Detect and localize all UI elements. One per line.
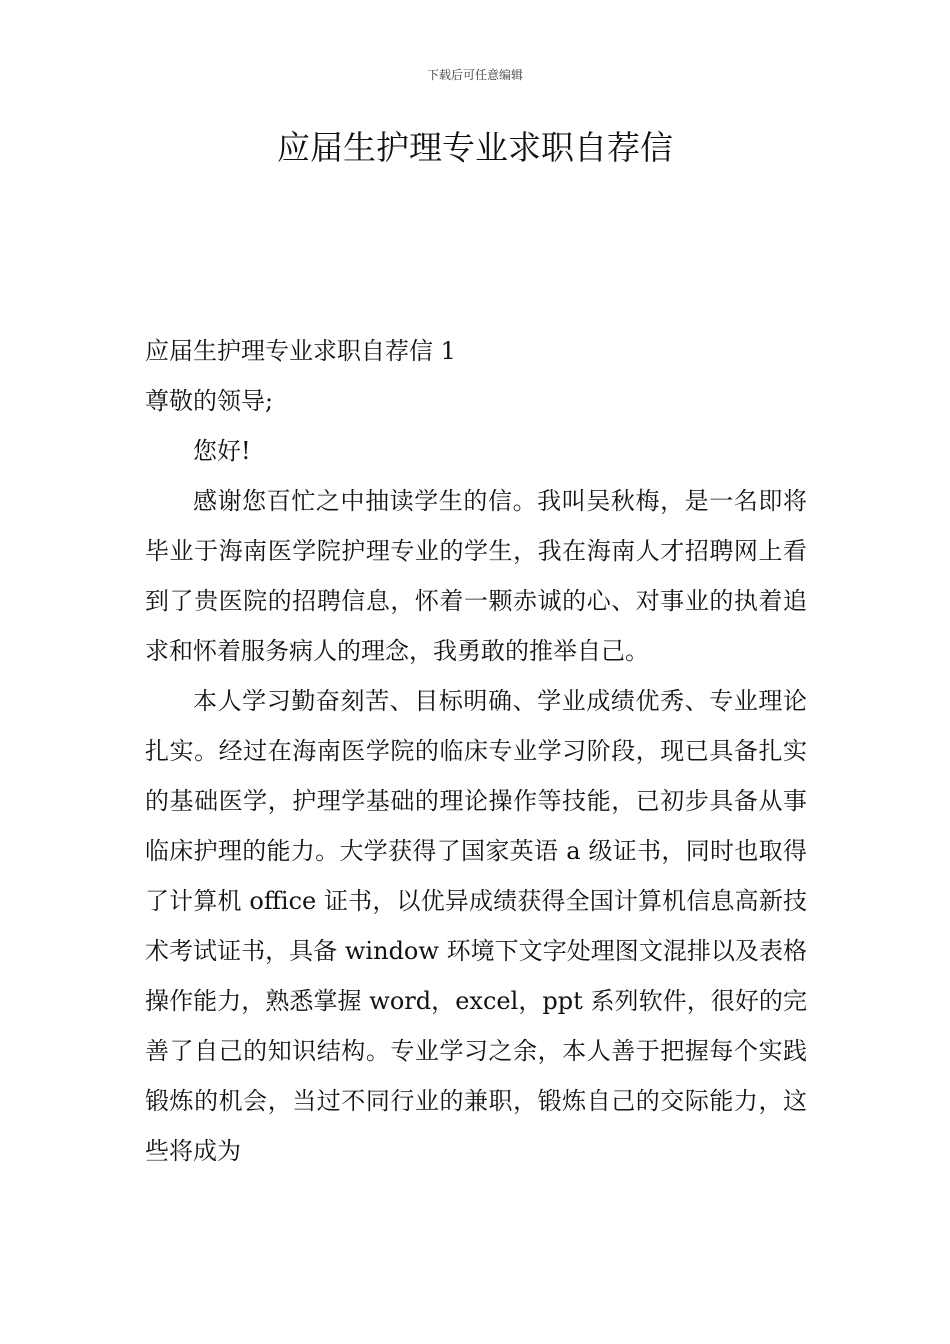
letter-subtitle: 应届生护理专业求职自荐信 1 [145, 337, 456, 365]
document-body [145, 326, 807, 1176]
paragraph-introduction: 感谢您百忙之中抽读学生的信。我叫吴秋梅，是一名即将毕业于海南医学院护理专业的学生，我在海南人才招聘网上看到了贵医院的招聘信息，怀着一颗赤诚的心、对事业的执着追求和怀着服务病人的理念，我勇敢的推举自己。 [145, 487, 807, 665]
paragraph-qualifications: 本人学习勤奋刻苦、目标明确、学业成绩优秀、专业理论扎实。经过在海南医学院的临床专业学习阶段，现已具备扎实的基础医学，护理学基础的理论操作等技能，已初步具备从事临床护理的能力。大学获得了国家英语 a 级证书，同时也取得了计算机 office 证书，以优异成绩获得全国计算机信息高新技术考试证书，具备 window 环境下文字处理图文混排以及表格操作能力，熟悉掌握 word，excel，ppt 系列软件，很好的完善了自己的知识结构。专业学习之余，本人善于把握每个实践锻炼的机会，当过不同行业的兼职，锻炼自己的交际能力，这些将成为 [145, 687, 807, 1165]
document-title: 应届生护理专业求职自荐信 [277, 128, 673, 167]
header-note: 下载后可任意编辑 [426, 68, 523, 82]
letter-greeting: 您好! [193, 437, 251, 465]
letter-salutation: 尊敬的领导; [145, 387, 274, 415]
